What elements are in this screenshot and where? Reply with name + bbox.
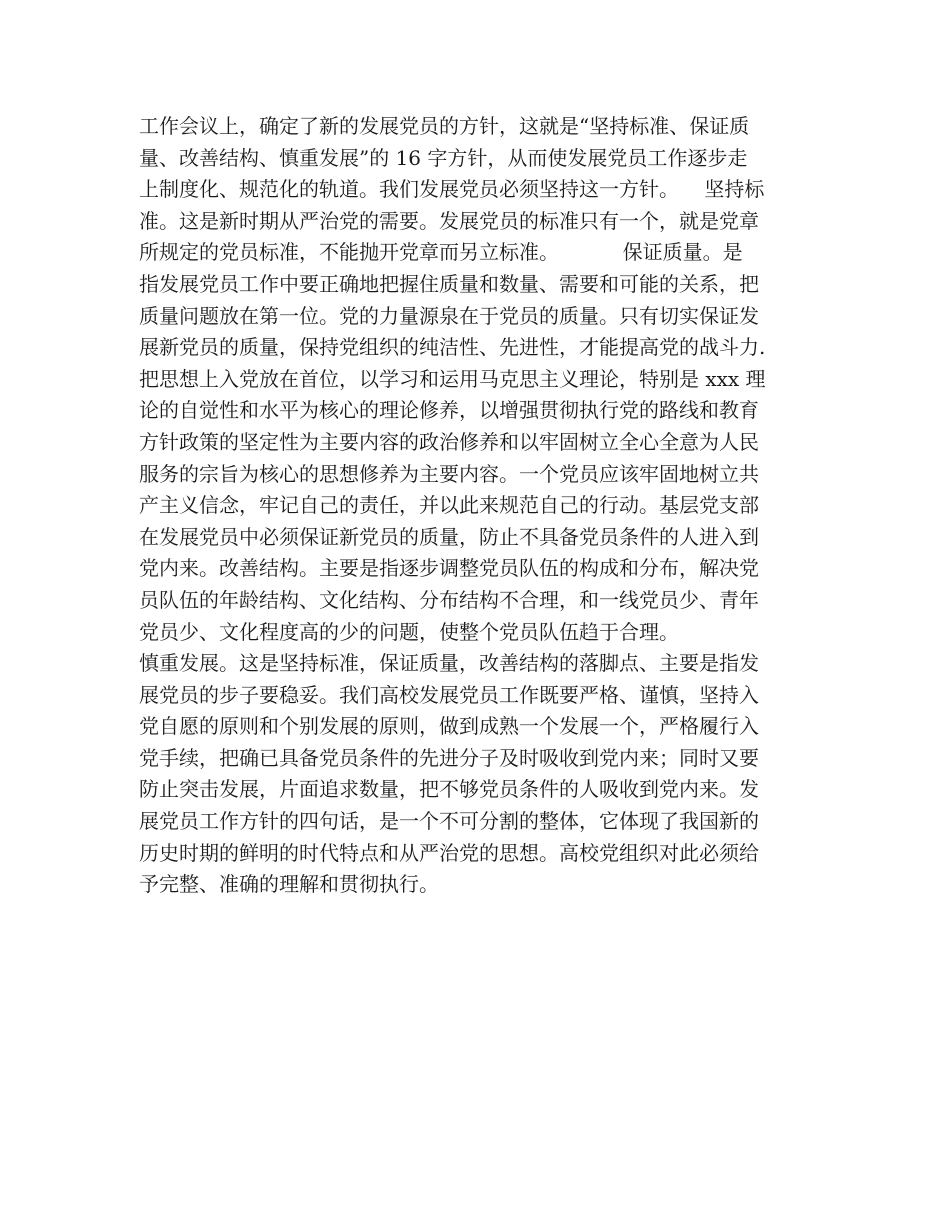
text-line: 量、改善结构、慎重发展”的 16 字方针，从而使发展党员工作逐步走 xyxy=(139,145,748,170)
text-line: 把思想上入党放在首位，以学习和运用马克思主义理论，特别是 xxx 理 xyxy=(139,366,766,391)
text-line: 在发展党员中必须保证新党员的质量，防止不具备党员条件的人进入到 xyxy=(139,524,759,549)
text-line: 展党员的步子要稳妥。我们高校发展党员工作既要严格、谨慎，坚持入 xyxy=(139,682,759,707)
text-line: 慎重发展。这是坚持标准，保证质量，改善结构的落脚点、主要是指发 xyxy=(139,651,759,676)
text-line: 历史时期的鲜明的时代特点和从严治党的思想。高校党组织对此必须给 xyxy=(139,840,759,865)
text-line: 方针政策的坚定性为主要内容的政治修养和以牢固树立全心全意为人民 xyxy=(139,429,759,454)
text-line: 上制度化、规范化的轨道。我们发展党员必须坚持这一方针。 坚持标 xyxy=(139,177,765,202)
text-line: 党自愿的原则和个别发展的原则，做到成熟一个发展一个，严格履行入 xyxy=(139,714,759,739)
text-line: 准。这是新时期从严治党的需要。发展党员的标准只有一个，就是党章 xyxy=(139,208,759,233)
text-line: 所规定的党员标准，不能抛开党章而另立标准。 保证质量。是 xyxy=(139,240,743,265)
text-line: 工作会议上，确定了新的发展党员的方针，这就是“坚持标准、保证质 xyxy=(139,114,750,138)
text-line: 展新党员的质量，保持党组织的纯洁性、先进性，才能提高党的战斗力. xyxy=(139,335,766,360)
text-line: 防止突击发展，片面追求数量，把不够党员条件的人吸收到党内来。发 xyxy=(139,777,759,802)
text-line: 予完整、准确的理解和贯彻执行。 xyxy=(139,872,439,897)
body-text xyxy=(139,111,829,901)
text-line: 党手续，把确已具备党员条件的先进分子及时吸收到党内来；同时又要 xyxy=(139,745,759,770)
text-line: 产主义信念，牢记自己的责任，并以此来规范自己的行动。基层党支部 xyxy=(139,493,759,518)
text-line: 展党员工作方针的四句话，是一个不可分割的整体，它体现了我国新的 xyxy=(139,809,759,834)
text-line: 质量问题放在第一位。党的力量源泉在于党员的质量。只有切实保证发 xyxy=(139,303,759,328)
text-line: 论的自觉性和水平为核心的理论修养，以增强贯彻执行党的路线和教育 xyxy=(139,398,759,423)
text-line: 党内来。改善结构。主要是指逐步调整党员队伍的构成和分布，解决党 xyxy=(139,556,759,581)
text-line: 指发展党员工作中要正确地把握住质量和数量、需要和可能的关系，把 xyxy=(139,271,759,296)
text-line: 员队伍的年龄结构、文化结构、分布结构不合理，和一线党员少、青年 xyxy=(139,587,759,612)
text-line: 服务的宗旨为核心的思想修养为主要内容。一个党员应该牢固地树立共 xyxy=(139,461,759,486)
text-line: 党员少、文化程度高的少的问题，使整个党员队伍趋于合理。 xyxy=(139,619,679,644)
